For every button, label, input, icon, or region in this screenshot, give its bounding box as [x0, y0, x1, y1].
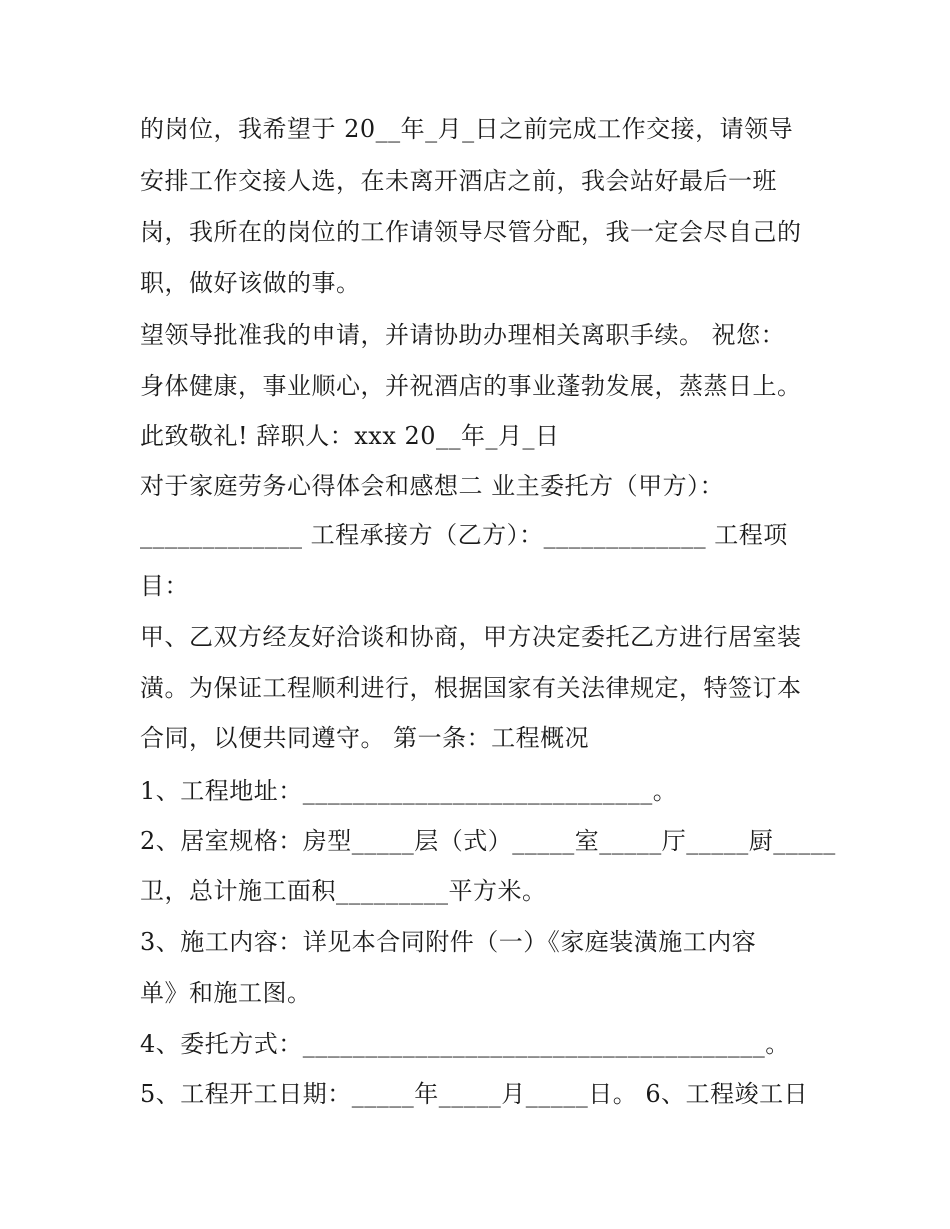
text-line: 合同，以便共同遵守。 第一条：工程概况 — [140, 724, 590, 752]
text-line: 1、工程地址：____________________________。 — [140, 777, 678, 805]
text-line: 对于家庭劳务心得体会和感想二 业主委托方（甲方）： — [140, 472, 725, 500]
text-line: 望领导批准我的申请，并请协助办理相关离职手续。 祝您： — [140, 321, 786, 349]
text-line: 身体健康，事业顺心，并祝酒店的事业蓬勃发展，蒸蒸日上。 — [140, 372, 802, 400]
text-line: 单》和施工图。 — [140, 979, 312, 1007]
text-line: 3、施工内容：详见本合同附件（一）《家庭装潢施工内容 — [140, 928, 757, 956]
text-line: 4、委托方式：_____________________________________。 — [140, 1030, 790, 1058]
text-line: 的岗位，我希望于 20__年_月_日之前完成工作交接，请领导 — [140, 115, 794, 143]
text-line: 甲、乙双方经友好洽谈和协商，甲方决定委托乙方进行居室装 — [140, 623, 802, 651]
text-line: 此致敬礼! 辞职人：xxx 20__年_月_日 — [140, 422, 560, 450]
text-line: 目： — [140, 572, 189, 600]
text-line: _____________ 工程承接方（乙方）：_____________ 工程项 — [140, 521, 788, 549]
text-line: 岗，我所在的岗位的工作请领导尽管分配，我一定会尽自己的 — [140, 218, 802, 246]
text-line: 职，做好该做的事。 — [140, 269, 361, 297]
text-line: 安排工作交接人选，在未离开酒店之前，我会站好最后一班 — [140, 167, 777, 195]
text-line: 潢。为保证工程顺利进行，根据国家有关法律规定，特签订本 — [140, 674, 802, 702]
text-line: 2、居室规格：房型_____层（式）_____室_____厅_____厨_____ — [140, 827, 836, 855]
text-line: 5、工程开工日期：_____年_____月_____日。 6、工程竣工日 — [140, 1080, 809, 1108]
text-line: 卫，总计施工面积_________平方米。 — [140, 877, 547, 905]
